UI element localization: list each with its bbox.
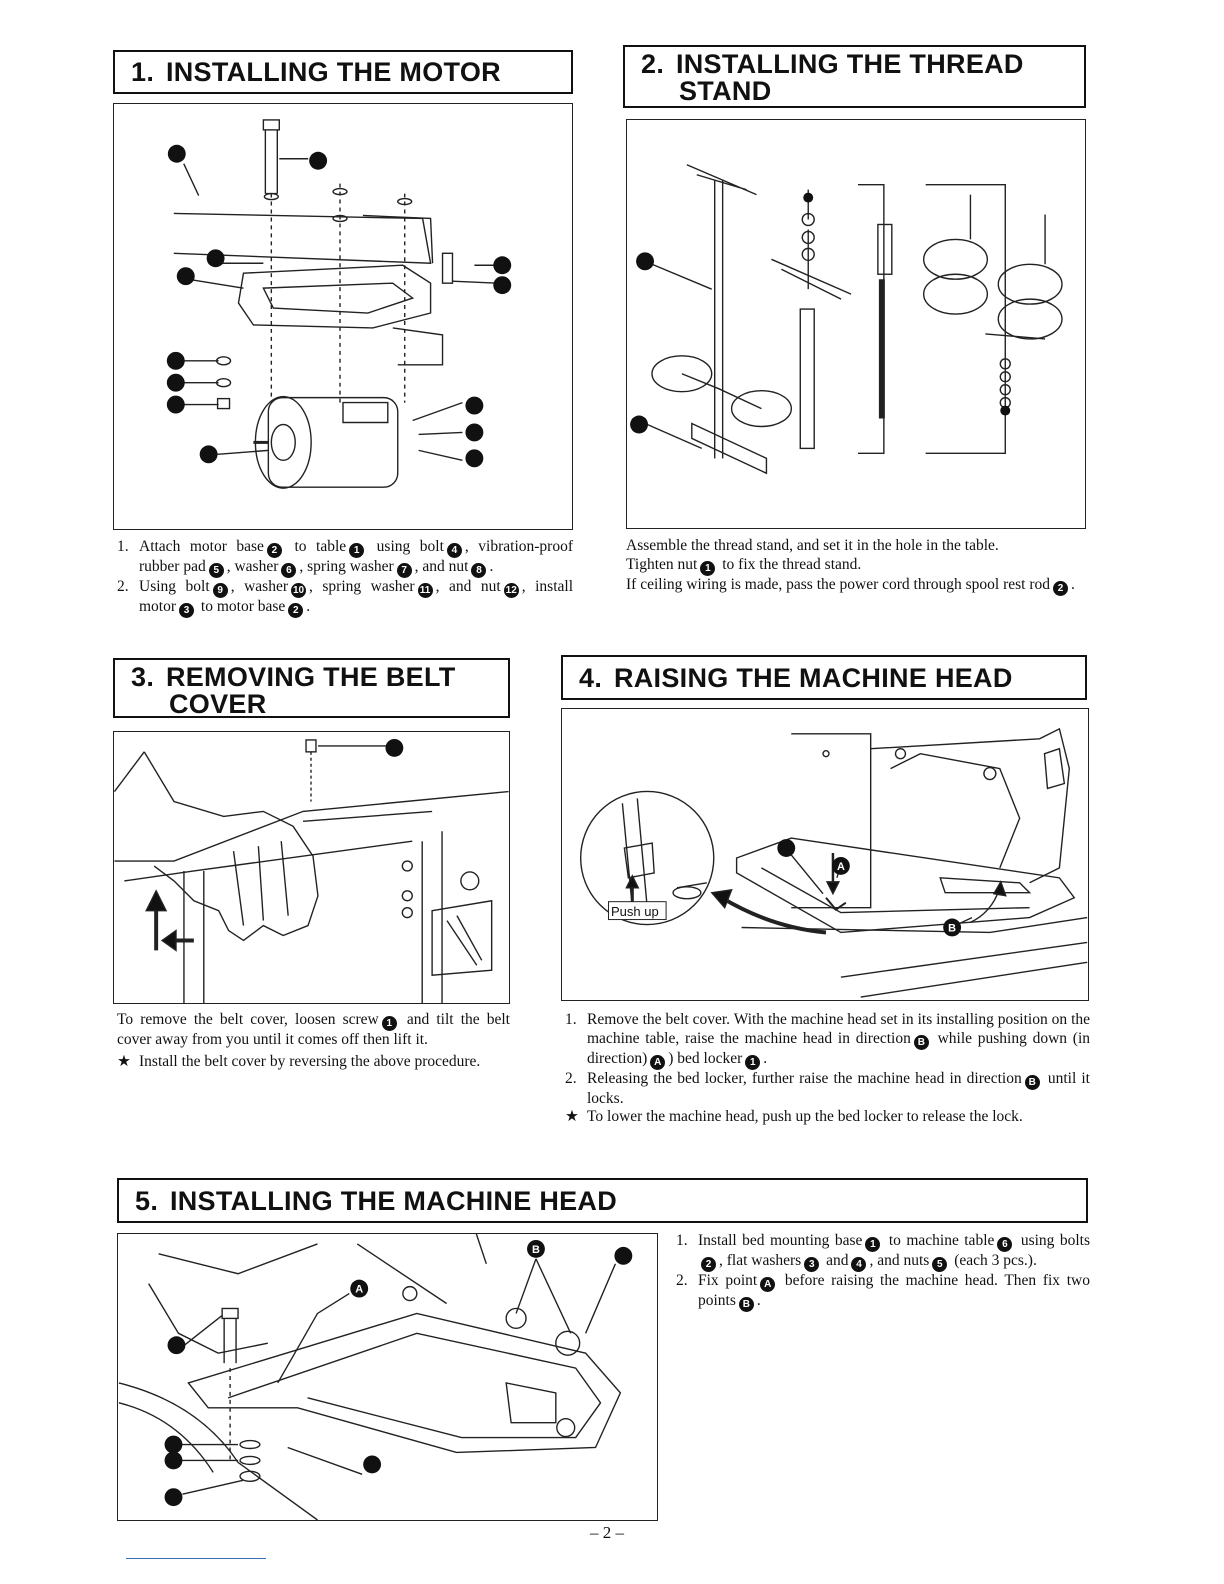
section-2-line-2: Tighten nut 1 to fix the thread stand. bbox=[626, 555, 862, 574]
section-4-step-2: 2. Releasing the bed locker, further raise the machine head in direction B until it locks. bbox=[565, 1069, 1090, 1107]
section-2-line-1: Assemble the thread stand, and set it in the hole in the table. bbox=[626, 537, 999, 554]
thread-stand-figure bbox=[626, 119, 1086, 529]
thread-stand-part-markers bbox=[630, 193, 1010, 434]
bottom-rule bbox=[126, 1558, 266, 1559]
section-1-instructions bbox=[117, 538, 573, 618]
section-3-instructions bbox=[117, 1011, 510, 1071]
section-4-title: RAISING THE MACHINE HEAD bbox=[613, 663, 1013, 693]
motor-installation-drawing bbox=[114, 104, 572, 529]
section-3-number: 3. bbox=[131, 662, 155, 692]
section-5-step-1: 1. Install bed mounting base 1 to machine table 6 using bolts2 , flat washers 3 and 4 , and nuts 5 (each 3 pcs.). bbox=[676, 1232, 1090, 1270]
machine-head-raising-markers bbox=[608, 839, 961, 936]
section-3-note: ★ Install the belt cover by reversing the above procedure. bbox=[117, 1052, 481, 1070]
section-4-note: ★ To lower the machine head, push up the bed locker to release the lock. bbox=[565, 1108, 1023, 1125]
section-2-line-3: If ceiling wiring is made, pass the power cord through spool rest rod 2 . bbox=[626, 575, 1075, 594]
machine-head-raising-drawing bbox=[562, 709, 1088, 1000]
section-5-instructions bbox=[676, 1232, 1090, 1312]
belt-cover-drawing bbox=[114, 732, 509, 1003]
section-4-instructions bbox=[565, 1011, 1090, 1127]
svg-text:A: A bbox=[355, 1283, 364, 1296]
section-5-number: 5. bbox=[135, 1186, 159, 1216]
section-4-step-1: 1. Remove the belt cover. With the machine head set in its installing position on the machine table, raise the machine head in direction B while pushing down (in direction) A ) bed locker 1 . bbox=[565, 1011, 1090, 1068]
section-1-step-2: 2. Using bolt 9 , washer 10 , spring washer 11 , and nut 12 , install motor 3 to motor base 2 . bbox=[117, 578, 574, 616]
belt-cover-figure bbox=[113, 731, 510, 1004]
section-3-title-line2: COVER bbox=[169, 689, 267, 719]
section-1-heading bbox=[113, 50, 573, 94]
section-2-number: 2. bbox=[641, 49, 665, 79]
belt-cover-part-markers bbox=[385, 739, 403, 757]
section-3-title-line1: REMOVING THE BELT bbox=[165, 662, 456, 692]
section-1-number: 1. bbox=[131, 57, 155, 87]
machine-head-installation-markers bbox=[165, 1240, 633, 1506]
section-2-instructions bbox=[626, 537, 1088, 596]
section-1-step-1: 1. Attach motor base 2 to table 1 using bolt 4 , vibration-proof rubber pad 5 , washer 6 , spring washer 7 , and nut 8 . bbox=[117, 538, 573, 576]
section-1-title: INSTALLING THE MOTOR bbox=[165, 57, 501, 87]
machine-head-installation-figure bbox=[117, 1233, 658, 1521]
section-2-title-line1: INSTALLING THE THREAD bbox=[675, 49, 1024, 79]
section-5-heading bbox=[117, 1178, 1088, 1223]
section-3-paragraph: To remove the belt cover, loosen screw 1 and tilt the belt cover away from you until it comes off then lift it. bbox=[117, 1011, 510, 1048]
section-4-number: 4. bbox=[579, 663, 603, 693]
section-5-title: INSTALLING THE MACHINE HEAD bbox=[169, 1186, 618, 1216]
svg-text:A: A bbox=[836, 860, 845, 873]
section-2-heading bbox=[623, 45, 1086, 108]
page-number: – 2 – bbox=[590, 1523, 624, 1542]
section-4-heading bbox=[561, 655, 1087, 700]
svg-text:B: B bbox=[532, 1243, 540, 1256]
thread-stand-drawing bbox=[627, 120, 1085, 528]
push-up-label: Push up bbox=[611, 904, 659, 919]
machine-head-installation-drawing bbox=[118, 1234, 657, 1520]
svg-text:B: B bbox=[948, 922, 957, 935]
machine-head-raising-figure bbox=[561, 708, 1089, 1001]
section-2-title-line2: STAND bbox=[679, 76, 772, 106]
motor-installation-figure bbox=[113, 103, 573, 530]
section-3-heading bbox=[113, 658, 510, 718]
section-5-step-2: 2. Fix point A before raising the machine head. Then fix two points B . bbox=[676, 1272, 1090, 1310]
motor-part-markers bbox=[167, 145, 511, 467]
